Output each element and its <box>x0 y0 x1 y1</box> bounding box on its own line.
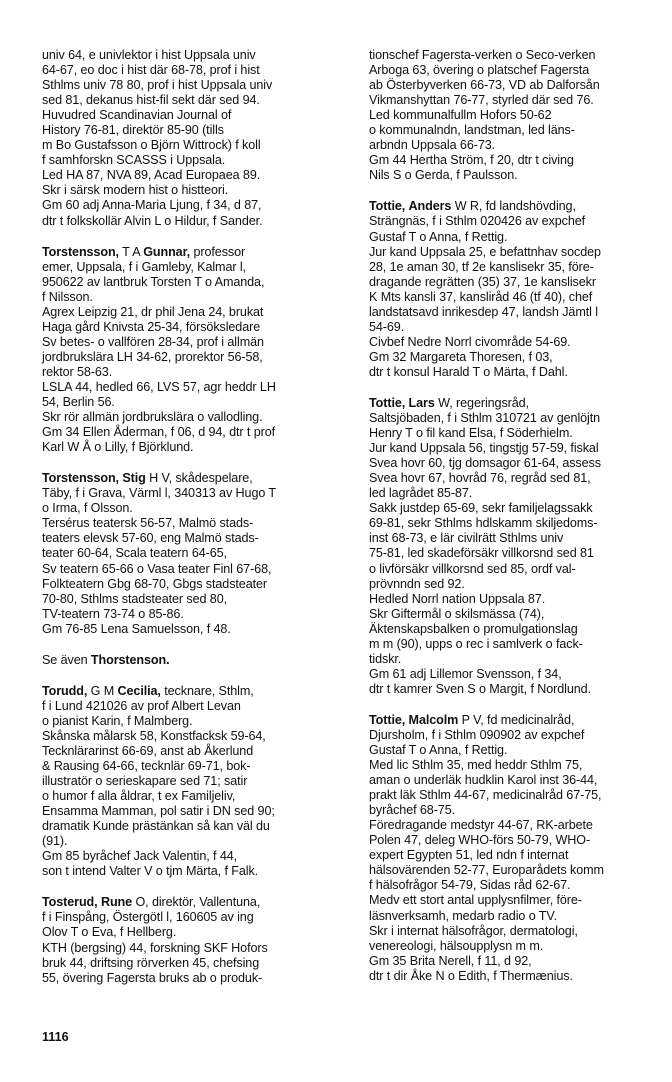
biography-entry <box>369 199 659 380</box>
given-name: Anders <box>408 199 452 214</box>
entry-line: m m (90), upps o rec i samlverk o fack- <box>369 636 583 651</box>
entry-line: TV-teatern 73-74 o 85-86. <box>42 606 184 621</box>
entry-line: f Nilsson. <box>42 289 93 304</box>
entry-line: illustratör o serieskapare sed 71; satir <box>42 774 248 789</box>
entry-line: Jur kand Uppsala 25, e befattnhav socdep <box>369 244 601 259</box>
entry-line: Gm 85 byråchef Jack Valentin, f 44, <box>42 849 238 864</box>
surname: Tosterud, <box>42 895 98 910</box>
see-also-name: Thorstenson. <box>90 652 170 667</box>
entry-line: venereologi, hälsoupplysn m m. <box>369 938 544 953</box>
entry-line: dtr t konsul Harald T o Märta, f Dahl. <box>369 364 568 379</box>
entry-line: Olov T o Eva, f Hellberg. <box>42 925 177 940</box>
entry-line: Svea hovr 60, tjg domsagor 61-64, assess <box>369 456 601 471</box>
entry-line: Skr i internat hälsofrågor, dermatologi, <box>369 923 578 938</box>
entry-line: Hedled Norrl nation Uppsala 87. <box>369 591 546 606</box>
given-name: Malcolm <box>408 712 459 727</box>
entry-line: 64-67, eo doc i hist där 68-78, prof i hist <box>42 63 260 78</box>
entry-line: Med lic Sthlm 35, med heddr Sthlm 75, <box>369 758 583 773</box>
heading-text: professor <box>190 244 246 259</box>
entry-line: dtr t folkskollär Alvin L o Hildur, f Sander. <box>42 213 263 228</box>
entry-line: tionschef Fagersta-verken o Seco-verken <box>369 48 596 62</box>
biography-entry <box>369 713 659 984</box>
entry-line: emer, Uppsala, f i Gamleby, Kalmar l, <box>42 259 246 274</box>
entry-heading <box>369 713 659 728</box>
entry-line: o kommunalndn, landstman, led läns- <box>369 123 575 138</box>
entry-line: expert Egypten 51, led ndn f internat <box>369 848 569 863</box>
entry-line: Skr rör allmän jordbrukslära o vallodling. <box>42 410 263 425</box>
entry-line: aman o underläk hudklin Karol inst 36-44, <box>369 773 598 788</box>
entry-line: Tersérus teatersk 56-57, Malmö stads- <box>42 516 254 531</box>
given-name: Rune <box>100 895 133 910</box>
entry-line: dtr t kamrer Sven S o Margit, f Nordlund. <box>369 681 591 696</box>
initials: T A <box>118 244 144 259</box>
initials: G M <box>87 683 118 698</box>
entry-line: 54-69. <box>369 319 405 334</box>
entry-line: o Irma, f Olsson. <box>42 501 133 516</box>
given-name: Lars <box>408 395 435 410</box>
entry-line: Tecknlärarinst 66-69, anst ab Åkerlund <box>42 743 254 758</box>
entry-line: prövnndn sed 92. <box>369 576 465 591</box>
entry-line: byråchef 68-75. <box>369 803 456 818</box>
entry-line: 69-81, sekr Sthlms hdlskamm skiljedoms- <box>369 516 598 531</box>
see-also-reference <box>42 653 342 668</box>
entry-line: LSLA 44, hedled 66, LVS 57, agr heddr LH <box>42 379 276 394</box>
entry-line: bruk 44, driftsing rörverken 45, chefsing <box>42 955 260 970</box>
entry-heading <box>369 199 659 214</box>
entry-line: 950622 av lantbruk Torsten T o Amanda, <box>42 274 265 289</box>
entry-line: KTH (bergsing) 44, forskning SKF Hofors <box>42 940 268 955</box>
entry-line: Gm 32 Margareta Thoresen, f 03, <box>369 349 553 364</box>
given-name: Cecilia, <box>117 683 161 698</box>
entry-line: 70-80, Sthlms stadsteater sed 80, <box>42 591 228 606</box>
entry-continuation <box>369 48 659 183</box>
entry-continuation <box>42 48 342 229</box>
entry-line: & Rausing 64-66, tecknlär 69-71, bok- <box>42 759 251 774</box>
entry-line: Led kommunalfullm Hofors 50-62 <box>369 108 552 123</box>
entry-line: 54, Berlin 56. <box>42 395 115 410</box>
entry-line: Strängnäs, f i Sthlm 020426 av expchef <box>369 214 586 229</box>
entry-line: o pianist Karin, f Malmberg. <box>42 713 193 728</box>
given-name: Gunnar, <box>143 244 191 259</box>
entry-line: univ 64, e univlektor i hist Uppsala univ <box>42 48 256 62</box>
entry-line: Gm 44 Hertha Ström, f 20, dtr t civing <box>369 153 574 168</box>
entry-line: teater 60-64, Scala teatern 64-65, <box>42 546 227 561</box>
surname: Tottie, <box>369 395 406 410</box>
entry-line: Haga gård Knivsta 25-34, försöksledare <box>42 319 261 334</box>
entry-heading <box>42 245 342 260</box>
entry-line: f i Finspång, Östergötl l, 160605 av ing <box>42 910 254 925</box>
entry-line: Agrex Leipzig 21, dr phil Jena 24, brukat <box>42 304 264 319</box>
entry-line: Polen 47, deleg WHO-förs 50-79, WHO- <box>369 833 591 848</box>
entry-line: tidskr. <box>369 651 402 666</box>
entry-line: Skånska målarsk 58, Konstfacksk 59-64, <box>42 728 266 743</box>
biography-entry <box>42 684 342 880</box>
entry-line: 28, 1e aman 30, tf 2e kanslisekr 35, före- <box>369 259 594 274</box>
entry-line: Skr i särsk modern hist o histteori. <box>42 183 229 198</box>
entry-line: Täby, f i Grava, Värml l, 340313 av Hugo T <box>42 486 277 501</box>
entry-line: Vikmanshyttan 76-77, styrled där sed 76. <box>369 93 594 108</box>
entry-line: landstatsavd inrikesdep 47, landsh Jämtl l <box>369 304 598 319</box>
entry-heading <box>369 396 659 411</box>
entry-line: Civbef Nedre Norrl civområde 54-69. <box>369 334 571 349</box>
surname: Torstensson, <box>42 471 119 486</box>
entry-line: Svea hovr 67, hovråd 76, regråd sed 81, <box>369 471 591 486</box>
entry-line: o livförsäkr villkorsnd sed 85, ordf val- <box>369 561 576 576</box>
entry-line: hälsovärenden 52-77, Europarådets komm <box>369 863 604 878</box>
entry-line: Huvudred Scandinavian Journal of <box>42 108 232 123</box>
entry-line: K Mts kansli 37, kansliråd 46 (tf 40), chef <box>369 289 593 304</box>
heading-text: P V, fd medicinalråd, <box>458 712 575 727</box>
entry-line: o humor f alla åldrar, t ex Familjeliv, <box>42 789 236 804</box>
entry-line: dragande regrätten (35) 37, 1e kanslisekr <box>369 274 596 289</box>
entry-line: Ensamma Mamman, pol satir i DN sed 90; <box>42 804 275 819</box>
entry-line: dtr t dir Åke N o Edith, f Thermænius. <box>369 968 573 983</box>
heading-text: O, direktör, Vallentuna, <box>132 895 261 910</box>
biography-entry <box>42 895 342 985</box>
surname: Tottie, <box>369 199 406 214</box>
entry-line: Skr Giftermål o skilsmässa (74), <box>369 606 545 621</box>
entry-heading <box>42 895 342 910</box>
surname: Torudd, <box>42 683 88 698</box>
right-column <box>369 48 659 1000</box>
entry-line: (91). <box>42 834 68 849</box>
entry-heading <box>42 471 342 486</box>
entry-line: Gm 60 adj Anna-Maria Ljung, f 34, d 87, <box>42 198 262 213</box>
entry-line: Sv betes- o vallfören 28-34, prof i allmän <box>42 334 264 349</box>
surname: Tottie, <box>369 712 406 727</box>
entry-line: Led HA 87, NVA 89, Acad Europaea 89. <box>42 168 261 183</box>
entry-line: Karl W Å o Lilly, f Björklund. <box>42 440 194 455</box>
entry-line: jordbrukslära LH 34-62, prorektor 56-58, <box>42 349 263 364</box>
entry-line: Gustaf T o Anna, f Rettig. <box>369 743 508 758</box>
entry-line: Henry T o fil kand Elsa, f Söderhielm. <box>369 426 573 441</box>
entry-heading <box>42 684 342 699</box>
left-column <box>42 48 342 1002</box>
entry-line: Gm 34 Ellen Åderman, f 06, d 94, dtr t prof <box>42 425 276 440</box>
entry-line: arbndn Uppsala 66-73. <box>369 138 496 153</box>
heading-text: tecknare, Sthlm, <box>160 683 254 698</box>
entry-line: Sthlms univ 78 80, prof i hist Uppsala univ <box>42 78 273 93</box>
entry-line: 55, övering Fagersta bruks ab o produk- <box>42 970 263 985</box>
biography-entry <box>42 471 342 637</box>
entry-line: f samhforskn SCASSS i Uppsala. <box>42 153 226 168</box>
entry-line: rektor 58-63. <box>42 364 113 379</box>
entry-line: Gustaf T o Anna, f Rettig. <box>369 229 508 244</box>
entry-line: Saltsjöbaden, f i Sthlm 310721 av genlöjtn <box>369 411 601 426</box>
entry-line: Folkteatern Gbg 68-70, Gbgs stadsteater <box>42 576 268 591</box>
entry-line: Nils S o Gerda, f Paulsson. <box>369 168 518 183</box>
entry-line: f i Lund 421026 av prof Albert Levan <box>42 698 241 713</box>
entry-line: sed 81, dekanus hist-fil sekt där sed 94. <box>42 93 260 108</box>
given-name: Stig <box>122 471 146 486</box>
see-also-line <box>42 653 342 668</box>
entry-line: Medv ett stort antal upplysnfilmer, före- <box>369 893 582 908</box>
entry-line: f hälsofrågor 54-79, Sidas råd 62-67. <box>369 878 571 893</box>
entry-line: Föredragande medstyr 44-67, RK-arbete <box>369 818 593 833</box>
heading-text: W, regeringsråd, <box>434 395 529 410</box>
biography-entry <box>369 396 659 697</box>
page-number: 1116 <box>42 1030 69 1044</box>
entry-line: inst 68-73, e lär civilrätt Sthlms univ <box>369 531 564 546</box>
entry-line: 75-81, led skadeförsäkr villkorsnd sed 81 <box>369 546 594 561</box>
entry-line: Djursholm, f i Sthlm 090902 av expchef <box>369 727 585 742</box>
entry-line: Gm 61 adj Lillemor Svensson, f 34, <box>369 666 562 681</box>
surname: Torstensson, <box>42 244 119 259</box>
biography-entry <box>42 245 342 456</box>
entry-line: ab Österbyverken 66-73, VD ab Dalforsån <box>369 78 600 93</box>
entry-line: Äktenskapsbalken o promulgationslag <box>369 621 578 636</box>
entry-line: teaters elevsk 57-60, eng Malmö stads- <box>42 531 259 546</box>
entry-line: läsnverksamh, medarb radio o TV. <box>369 908 557 923</box>
entry-line: prakt läk Sthlm 44-67, medicinalråd 67-75, <box>369 788 602 803</box>
heading-text: W R, fd landshövding, <box>451 199 576 214</box>
entry-line: Gm 76-85 Lena Samuelsson, f 48. <box>42 621 231 636</box>
entry-line: Jur kand Uppsala 56, tingstjg 57-59, fiskal <box>369 441 599 456</box>
entry-line: son t intend Valter V o tjm Märta, f Falk. <box>42 864 259 879</box>
entry-line: Sakk justdep 65-69, sekr familjelagssakk <box>369 501 593 516</box>
entry-line: led lagrådet 85-87. <box>369 486 473 501</box>
see-also-prefix: Se även <box>42 652 91 667</box>
entry-line: History 76-81, direktör 85-90 (tills <box>42 123 224 138</box>
entry-line: Gm 35 Brita Nerell, f 11, d 92, <box>369 953 532 968</box>
entry-line: dramatik Kunde prästänkan så kan väl du <box>42 819 270 834</box>
entry-line: Sv teatern 65-66 o Vasa teater Finl 67-68, <box>42 561 272 576</box>
entry-line: Arboga 63, övering o platschef Fagersta <box>369 63 590 78</box>
heading-text: H V, skådespelare, <box>145 471 253 486</box>
entry-line: m Bo Gustafsson o Björn Wittrock) f koll <box>42 138 261 153</box>
